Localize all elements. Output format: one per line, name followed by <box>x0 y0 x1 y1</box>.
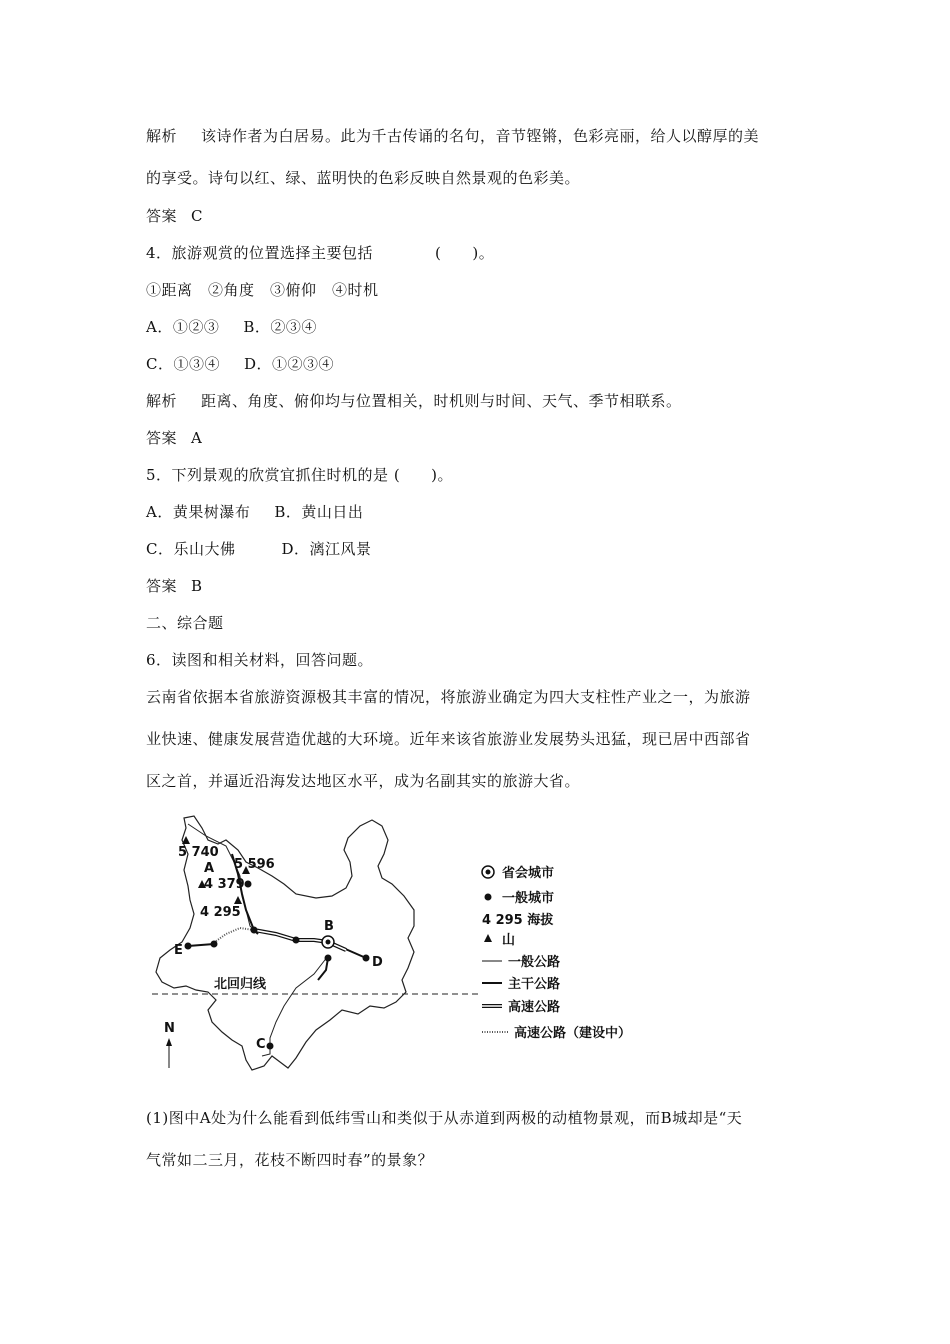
q5-options-cd <box>146 539 372 559</box>
legend-city: 一般城市 <box>502 891 555 906</box>
q3-analysis-label: 解析 <box>146 127 178 145</box>
highway-building <box>212 928 254 944</box>
q6-material-line-2: 业快速、健康发展营造优越的大环境。近年来该省旅游业发展势头迅猛，现已居中西部省 <box>146 730 751 748</box>
legend-trunk: 主干公路 <box>508 977 561 992</box>
q4-analysis-text: 距离、角度、俯仰均与位置相关，时机则与时间、天气、季节相联系。 <box>201 392 682 410</box>
section-2-title: 二、综合题 <box>146 614 224 632</box>
q4-analysis-label: 解析 <box>146 392 178 410</box>
legend-road: 一般公路 <box>508 955 561 970</box>
point-d: D <box>372 955 383 970</box>
q3-analysis-text-1: 该诗作者为白居易。此为千古传诵的名句，音节铿锵，色彩亮丽，给人以醇厚的美 <box>201 127 760 145</box>
point-a: A <box>204 861 215 876</box>
q6-sub1-line-2: 气常如二三月，花枝不断四时春”的景象？ <box>146 1151 434 1169</box>
city-dot-e2 <box>211 941 218 948</box>
tropic-label: 北回归线 <box>214 977 267 992</box>
q4-stem-line <box>146 243 494 263</box>
q6-sub1-line-1: (1)图中A处为什么能看到低纬雪山和类似于从赤道到两极的动植物景观，而B城却是“天 <box>146 1109 743 1127</box>
q4-opt-d: D．①②③④ <box>243 355 335 373</box>
q4-items: ①距离 ②角度 ③俯仰 ④时机 <box>146 281 379 299</box>
capital-city-b-dot <box>326 940 331 945</box>
city-dot-c <box>267 1043 274 1050</box>
point-e: E <box>174 943 183 958</box>
q4-opt-b: B．②③④ <box>243 318 317 336</box>
q5-opt-d: D．漓江风景 <box>281 540 372 558</box>
city-dot-mid2 <box>293 937 300 944</box>
q5-opt-b: B．黄山日出 <box>274 503 364 521</box>
north-arrow-icon <box>166 1038 172 1046</box>
legend-capital-icon-dot <box>486 870 491 875</box>
legend-highway: 高速公路 <box>508 1000 561 1015</box>
city-dot-mid1 <box>251 927 258 934</box>
q6-material-line-1: 云南省依据本省旅游资源极其丰富的情况，将旅游业确定为四大支柱性产业之一，为旅游 <box>146 688 751 706</box>
q5-answer-label: 答案 <box>146 577 178 595</box>
q4-analysis-line <box>146 391 682 411</box>
q4-answer-label: 答案 <box>146 429 178 447</box>
legend-city-icon <box>485 894 492 901</box>
q5-opt-a: A．黄果树瀑布 <box>146 503 251 521</box>
q4-opt-c: C．①③④ <box>146 355 220 373</box>
trunk-road-west <box>188 944 214 946</box>
q4-answer: A <box>191 429 203 447</box>
peak-4379: 4 379 <box>204 877 245 892</box>
q6-material-line-3: 区之首，并逼近沿海发达地区水平，成为名副其实的旅游大省。 <box>146 772 581 790</box>
q5-opt-c: C．乐山大佛 <box>146 540 236 558</box>
trunk-road-south <box>318 958 328 980</box>
legend <box>482 865 631 1041</box>
yunnan-map <box>146 810 666 1080</box>
q4-answer-line <box>146 428 202 448</box>
legend-elev: 4 295 海拔 <box>482 913 554 928</box>
legend-mountain: 山 <box>502 933 516 948</box>
city-dot-d <box>363 955 370 962</box>
q3-analysis-line-2: 的享受。诗句以红、绿、蓝明快的色彩反映自然景观的色彩美。 <box>146 169 581 187</box>
city-dot-e <box>185 943 192 950</box>
legend-capital: 省会城市 <box>502 866 555 881</box>
peak-4295: 4 295 <box>200 905 241 920</box>
q3-answer: C <box>191 207 203 225</box>
city-dot-s <box>325 955 332 962</box>
mountain-icon-4295 <box>234 896 242 904</box>
q4-options-ab <box>146 317 317 337</box>
legend-mountain-icon <box>484 934 492 942</box>
legend-highway-building: 高速公路（建设中） <box>514 1026 632 1041</box>
q4-options-cd <box>146 354 334 374</box>
q5-answer-line <box>146 576 203 596</box>
point-b: B <box>324 919 334 934</box>
q5-stem: 5．下列景观的欣赏宜抓住时机的是 ( )。 <box>146 466 454 484</box>
q3-answer-line <box>146 206 203 226</box>
north-label: N <box>164 1021 175 1036</box>
q3-analysis-line-1 <box>146 126 759 146</box>
q4-stem: 4．旅游观赏的位置选择主要包括 <box>146 244 374 262</box>
q5-options-ab <box>146 502 363 522</box>
q6-stem: 6．读图和相关材料，回答问题。 <box>146 651 374 669</box>
q4-opt-a: A．①②③ <box>146 318 220 336</box>
city-dot-north <box>245 881 252 888</box>
q5-answer: B <box>191 577 203 595</box>
peak-5740: 5 740 <box>178 845 219 860</box>
q3-answer-label: 答案 <box>146 207 178 225</box>
q4-paren: ( )。 <box>435 244 495 262</box>
point-c: C <box>256 1037 266 1052</box>
general-road-south <box>262 956 328 1056</box>
peak-5596: 5 596 <box>234 857 275 872</box>
